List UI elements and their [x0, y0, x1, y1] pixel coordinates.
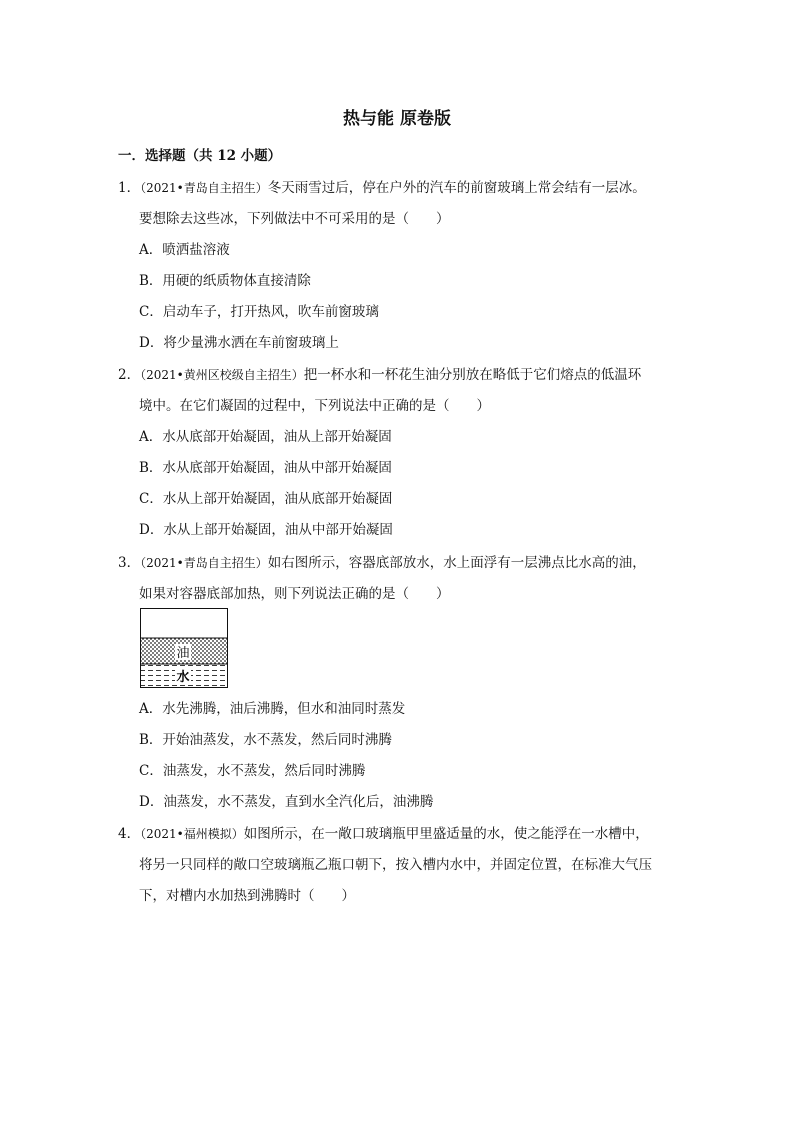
- page-title: 热与能 原卷版: [343, 109, 451, 129]
- question-source: （2021•黄州区校级自主招生）: [140, 368, 304, 382]
- question-number: 4．: [118, 826, 141, 842]
- question-text: 如右图所示，容器底部放水，水上面浮有一层沸点比水高的油，: [267, 555, 646, 571]
- option-c: C．启动车子，打开热风，吹车前窗玻璃: [139, 304, 379, 320]
- question-text: 把一杯水和一杯花生油分别放在略低于它们熔点的低温环: [303, 367, 642, 383]
- question-source: （2021•福州模拟）: [140, 827, 244, 841]
- question-number: 2．: [118, 367, 141, 383]
- option-b: B．水从底部开始凝固，油从中部开始凝固: [139, 460, 392, 476]
- question-number: 1．: [118, 180, 141, 196]
- question-text: 冬天雨雪过后，停在户外的汽车的前窗玻璃上常会结有一层冰。: [267, 180, 646, 196]
- question-text-continued: 下，对槽内水加热到沸腾时（ ）: [139, 888, 355, 904]
- option-d: D．油蒸发，水不蒸发，直到水全汽化后，油沸腾: [139, 794, 434, 810]
- oil-label: 油: [176, 646, 190, 661]
- option-b: B．开始油蒸发，水不蒸发，然后同时沸腾: [139, 732, 392, 748]
- water-label: 水: [176, 670, 190, 685]
- question-text-continued: 境中。在它们凝固的过程中，下列说法中正确的是（ ）: [139, 398, 490, 414]
- option-c: C．油蒸发，水不蒸发，然后同时沸腾: [139, 763, 366, 779]
- question-text: 如图所示，在一敞口玻璃瓶甲里盛适量的水，使之能浮在一水槽中，: [243, 826, 649, 842]
- section-heading: 一．选择题（共 12 小题）: [118, 148, 282, 164]
- option-d: D．水从上部开始凝固，油从中部开始凝固: [139, 522, 393, 538]
- option-d: D．将少量沸水洒在车前窗玻璃上: [139, 335, 339, 351]
- option-c: C．水从上部开始凝固，油从底部开始凝固: [139, 491, 393, 507]
- question-1: [118, 176, 646, 196]
- option-b: B．用硬的纸质物体直接清除: [139, 273, 311, 289]
- option-a: A．水先沸腾，油后沸腾，但水和油同时蒸发: [139, 701, 406, 717]
- option-a: A．水从底部开始凝固，油从上部开始凝固: [139, 429, 392, 445]
- question-source: （2021•青岛自主招生）: [140, 181, 268, 195]
- container-figure-svg: [140, 608, 228, 688]
- container-diagram: [140, 608, 228, 688]
- question-number: 3．: [118, 555, 141, 571]
- question-2: [118, 363, 641, 383]
- question-source: （2021•青岛自主招生）: [140, 556, 268, 570]
- question-text-continued: 如果对容器底部加热，则下列说法正确的是（ ）: [139, 586, 450, 602]
- question-text-continued: 将另一只同样的敞口空玻璃瓶乙瓶口朝下，按入槽内水中，并固定位置，在标准大气压: [139, 857, 652, 873]
- question-4: [118, 822, 649, 842]
- question-text-continued: 要想除去这些冰，下列做法中不可采用的是（ ）: [139, 211, 450, 227]
- option-a: A．喷洒盐溶液: [139, 242, 230, 258]
- question-3: [118, 551, 646, 571]
